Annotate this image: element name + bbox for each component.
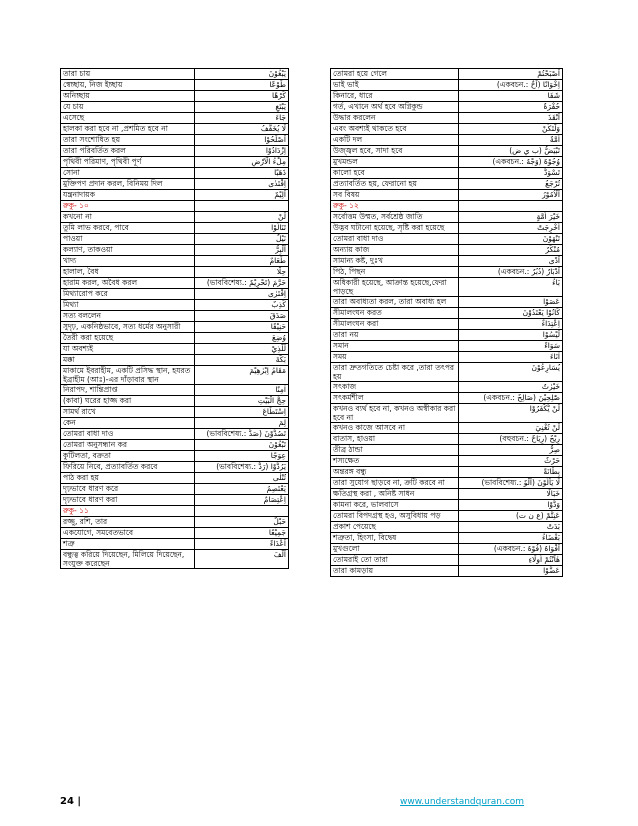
- vocabulary-row: [61, 212, 289, 223]
- vocabulary-row: [331, 330, 563, 341]
- arabic-word: اَصْبَحْتُمْ: [459, 69, 563, 80]
- bangla-meaning: সর্বোত্তম উম্মত, সর্বশ্রেষ্ঠ জাতি: [331, 212, 459, 223]
- bangla-meaning: স্বেচ্ছায়, নিজ ইচ্ছায়: [61, 80, 195, 91]
- arabic-word: اِعْتِدَاءٌ: [459, 319, 563, 330]
- vocabulary-row: [331, 404, 563, 423]
- vocabulary-row: [61, 190, 289, 201]
- arabic-word: اُمَّةٌ: [459, 135, 563, 146]
- arabic-word: تَسْوَدُّ: [459, 168, 563, 179]
- arabic-word: اَفْوَاهٌ (فُوْهٌ :.একবচন): [459, 544, 563, 555]
- vocabulary-row: [61, 429, 289, 440]
- vocabulary-row: [331, 297, 563, 308]
- bangla-meaning: তারা দ্রুতগতিতে চেষ্টা করে ,তারা তৎপর হয়: [331, 363, 459, 382]
- bangla-meaning: কখনও কাজে আসবে না: [331, 423, 459, 434]
- vocabulary-row: [331, 69, 563, 80]
- vocabulary-row: [61, 418, 289, 429]
- bangla-meaning: সময়: [331, 352, 459, 363]
- bangla-meaning: সুদৃঢ়, একনিষ্ঠভাবে, সত্য ধর্মের অনুসারী: [61, 322, 195, 333]
- arabic-word: بِطَانَةً: [459, 467, 563, 478]
- section-heading-row: [61, 201, 289, 212]
- bangla-meaning: হালকা করা হবে না ,প্রশমিত হবে না: [61, 124, 195, 135]
- arabic-word: تُتْلٰى: [195, 473, 289, 484]
- vocabulary-row: [61, 550, 289, 569]
- arabic-word: اَلْاُمُوْرُ: [459, 190, 563, 201]
- vocabulary-table-right: [330, 68, 563, 577]
- arabic-word: اَلَّفَ: [195, 550, 289, 569]
- bangla-meaning: শত্রু: [61, 539, 195, 550]
- vocabulary-row: [331, 500, 563, 511]
- vocabulary-row: [331, 135, 563, 146]
- arabic-word: [195, 201, 289, 212]
- vocabulary-row: [61, 517, 289, 528]
- bangla-meaning: বাতাস, হাওয়া: [331, 434, 459, 445]
- bangla-meaning: মুখমন্ডল: [331, 157, 459, 168]
- bangla-meaning: তৈরী করা হয়েছে: [61, 333, 195, 344]
- bangla-meaning: শত্রুতা, হিংসা, বিদ্বেষ: [331, 533, 459, 544]
- vocabulary-row: [61, 69, 289, 80]
- arabic-word: وَلْتَكُنْ: [459, 124, 563, 135]
- arabic-word: حُفْرَةٌ: [459, 102, 563, 113]
- vocabulary-row: [331, 91, 563, 102]
- arabic-word: اَدْبَارٌ (دُبُرٌ :.একবচন): [459, 267, 563, 278]
- vocabulary-row: [61, 344, 289, 355]
- arabic-word: ذَهَبًا: [195, 168, 289, 179]
- arabic-word: بَغْضَاءُ: [459, 533, 563, 544]
- bangla-meaning: তারা পরিবর্তিত করল: [61, 146, 195, 157]
- arabic-word: طَعَامٌ: [195, 256, 289, 267]
- vocabulary-row: [61, 484, 289, 495]
- bangla-meaning: কখনো না: [61, 212, 195, 223]
- arabic-word: وَدُّوْا: [459, 500, 563, 511]
- arabic-word: طَوْعًا: [195, 80, 289, 91]
- vocabulary-row: [61, 102, 289, 113]
- vocabulary-row: [331, 157, 563, 168]
- arabic-word: جَاءَ: [195, 113, 289, 124]
- arabic-word: عَضُّوْا: [459, 566, 563, 577]
- vocabulary-row: [61, 385, 289, 396]
- vocabulary-row: [331, 124, 563, 135]
- vocabulary-row: [331, 478, 563, 489]
- bangla-meaning: যে চায়: [61, 102, 195, 113]
- arabic-word: اِعْتِصَامٌ: [195, 495, 289, 506]
- bangla-meaning: সামর্থ রাখে: [61, 407, 195, 418]
- arabic-word: لَيْسُوْا: [459, 330, 563, 341]
- arabic-word: بَكَّةَ: [195, 355, 289, 366]
- vocabulary-row: [61, 135, 289, 146]
- vocabulary-row: [61, 278, 289, 289]
- arabic-word: تَبْغُوْنَ: [195, 440, 289, 451]
- arabic-word: صَدَقَ: [195, 311, 289, 322]
- bangla-meaning: ক্ষতিগ্রস্থ করা , অনিষ্ট সাধন: [331, 489, 459, 500]
- vocabulary-row: [331, 223, 563, 234]
- bangla-meaning: পৃথিবী পরিমাণ, পৃথিবী পূর্ণ: [61, 157, 195, 168]
- bangla-meaning: এবং অবশ্যই থাকতে হবে: [331, 124, 459, 135]
- arabic-word: لَا يُخَفَّفُ: [195, 124, 289, 135]
- vocabulary-row: [331, 80, 563, 91]
- arabic-word: تَنْهَوْنَ: [459, 234, 563, 245]
- vocabulary-row: [331, 256, 563, 267]
- website-link[interactable]: www.understandquran.com: [400, 797, 525, 807]
- bangla-meaning: তীব্র ঠান্ডা: [331, 445, 459, 456]
- bangla-meaning: তারা নয়: [331, 330, 459, 341]
- arabic-word: تَنَالُوْا: [195, 223, 289, 234]
- section-heading-row: [61, 506, 289, 517]
- arabic-word: يُسَارِعُوْنَ: [459, 363, 563, 382]
- arabic-word: لَلَّذِيْ: [195, 344, 289, 355]
- vocabulary-row: [331, 533, 563, 544]
- vocabulary-row: [331, 168, 563, 179]
- bangla-meaning: সত্য বললেন: [61, 311, 195, 322]
- arabic-word: مُنْكَرٌ: [459, 245, 563, 256]
- bangla-meaning: কুটিলতা, বক্রতা: [61, 451, 195, 462]
- arabic-word: يَبْتَغِ: [195, 102, 289, 113]
- bangla-meaning: হালাল, বৈধ: [61, 267, 195, 278]
- arabic-word: اَذًى: [459, 256, 563, 267]
- vocabulary-row: [61, 440, 289, 451]
- vocabulary-table-left: [60, 68, 289, 569]
- vocabulary-row: [331, 511, 563, 522]
- vocabulary-row: [61, 396, 289, 407]
- bangla-meaning: মুক্তিপণ প্রদান করল, বিনিময় দিল: [61, 179, 195, 190]
- arabic-word: نَيْلٌ: [195, 234, 289, 245]
- arabic-word: رِيْحٌ (رِيَاحٌ :.বহুবচন): [459, 434, 563, 445]
- bangla-meaning: পিঠ, পিছন: [331, 267, 459, 278]
- bangla-meaning: শস্যক্ষেত: [331, 456, 459, 467]
- vocabulary-row: [61, 451, 289, 462]
- bangla-meaning: সীমালংঘন করা: [331, 319, 459, 330]
- vocabulary-row: [61, 539, 289, 550]
- vocabulary-row: [331, 245, 563, 256]
- bangla-meaning: তুমি লাভ করবে, পাবে: [61, 223, 195, 234]
- bangla-meaning: অন্যায় কাজ: [331, 245, 459, 256]
- bangla-meaning: দৃঢ়ভাবে ধারণ করা: [61, 495, 195, 506]
- arabic-word: [195, 506, 289, 517]
- bangla-meaning: অধিকারী হয়েছে, আক্রান্ত হয়েছে,ফেরা পাড়ছে: [331, 278, 459, 297]
- vocabulary-row: [61, 289, 289, 300]
- arabic-word: كَذِبٌ: [195, 300, 289, 311]
- arabic-word: اٰنَاءَ: [459, 352, 563, 363]
- arabic-word: اِخْوَانًا (اَخٌ :.একবচন): [459, 80, 563, 91]
- vocabulary-row: [61, 80, 289, 91]
- bangla-meaning: দৃঢ়ভাবে ধারণ করে: [61, 484, 195, 495]
- vocabulary-row: [331, 423, 563, 434]
- bangla-meaning: কামনা করে, ভালবাসে: [331, 500, 459, 511]
- arabic-word: لَنْ: [195, 212, 289, 223]
- bangla-meaning: এসেছে: [61, 113, 195, 124]
- bangla-meaning: হারাম করল, অবৈধ করল: [61, 278, 195, 289]
- bangla-meaning: তোমরা হয়ে গেলে: [331, 69, 459, 80]
- vocabulary-row: [61, 473, 289, 484]
- arabic-word: اِفْتَرٰى: [195, 289, 289, 300]
- bangla-meaning: যা অবশ্যই: [61, 344, 195, 355]
- bangla-meaning: নিরাপদ, শান্তিপ্রাপ্ত: [61, 385, 195, 396]
- vocabulary-row: [331, 190, 563, 201]
- vocabulary-row: [61, 300, 289, 311]
- arabic-word: اِزْدَادُوْا: [195, 146, 289, 157]
- arabic-word: سَوَاءً: [459, 341, 563, 352]
- bangla-meaning: তারা সংশোধিত হয়: [61, 135, 195, 146]
- arabic-word: اَعْدَاءً: [195, 539, 289, 550]
- section-heading-row: [331, 201, 563, 212]
- arabic-word: صِرٌّ: [459, 445, 563, 456]
- bangla-meaning: গর্ত, এখানে অর্থ হবে অগ্নিকুন্ড: [331, 102, 459, 113]
- arabic-word: [459, 201, 563, 212]
- vocabulary-row: [331, 489, 563, 500]
- bangla-meaning: তারা চায়: [61, 69, 195, 80]
- vocabulary-row: [61, 311, 289, 322]
- bangla-meaning: মিথ্যারোপ করে: [61, 289, 195, 300]
- vocabulary-row: [61, 256, 289, 267]
- arabic-word: لَنْ يُّكْفَرُوْا: [459, 404, 563, 423]
- arabic-word: خَيْرٰتٌ: [459, 382, 563, 393]
- arabic-word: اِفْتَدٰى: [195, 179, 289, 190]
- vocabulary-row: [331, 393, 563, 404]
- vocabulary-row: [331, 113, 563, 124]
- arabic-word: اَلِيْمٌ: [195, 190, 289, 201]
- bangla-meaning: অন্তরঙ্গ বন্ধু: [331, 467, 459, 478]
- vocabulary-row: [61, 179, 289, 190]
- page-number: 24 |: [60, 796, 82, 807]
- bangla-meaning: পাওয়া: [61, 234, 195, 245]
- vocabulary-row: [61, 146, 289, 157]
- bangla-meaning: একটি দল: [331, 135, 459, 146]
- bangla-meaning: ফিরিয়ে নিবে, প্রত্যাবর্তিত করবে: [61, 462, 195, 473]
- arabic-word: يَعْتَصِمُ: [195, 484, 289, 495]
- arabic-word: حَرَّمَ (تَحْرِيْمٌ :.ভাববিশেষ্য): [195, 278, 289, 289]
- bangla-meaning: অনিচ্ছায়: [61, 91, 195, 102]
- vocabulary-row: [61, 245, 289, 256]
- arabic-word: اَنْقَذَ: [459, 113, 563, 124]
- vocabulary-row: [331, 341, 563, 352]
- arabic-word: يَبْغُوْنَ: [195, 69, 289, 80]
- bangla-meaning: সামান্য কষ্ট, দুঃখ: [331, 256, 459, 267]
- bangla-meaning: উজ্জ্বল হবে, সাদা হবে: [331, 146, 459, 157]
- bangla-meaning: পাঠ করা হয়: [61, 473, 195, 484]
- arabic-word: وُضِعَ: [195, 333, 289, 344]
- bangla-meaning: মক্কা: [61, 355, 195, 366]
- vocabulary-row: [331, 308, 563, 319]
- vocabulary-row: [61, 168, 289, 179]
- vocabulary-row: [331, 278, 563, 297]
- vocabulary-row: [331, 555, 563, 566]
- vocabulary-row: [61, 223, 289, 234]
- bangla-meaning: কখনও ব্যর্থ হবে না, কখনও অস্বীকার করা হবে না: [331, 404, 459, 423]
- vocabulary-row: [61, 113, 289, 124]
- bangla-meaning: উদ্ভব ঘটানো হয়েছে, সৃষ্টি করা হয়েছে: [331, 223, 459, 234]
- ruku-heading: রুকু- ১০: [61, 201, 195, 212]
- arabic-word: لَنْ تُغْنِيَ: [459, 423, 563, 434]
- vocabulary-row: [331, 352, 563, 363]
- bangla-meaning: মিথ্যা: [61, 300, 195, 311]
- vocabulary-row: [61, 407, 289, 418]
- bangla-meaning: (কাবা) ঘরের হাজ্জ করা: [61, 396, 195, 407]
- vocabulary-row: [331, 146, 563, 157]
- vocabulary-row: [331, 363, 563, 382]
- vocabulary-row: [331, 434, 563, 445]
- vocabulary-row: [331, 566, 563, 577]
- arabic-word: كَرْهًا: [195, 91, 289, 102]
- arabic-word: حِجُّ الْبَيْتِ: [195, 396, 289, 407]
- arabic-word: اِسْتَطَاعَ: [195, 407, 289, 418]
- bangla-meaning: যন্ত্রনাদায়ক: [61, 190, 195, 201]
- arabic-word: خَبَالًا: [459, 489, 563, 500]
- bangla-meaning: তোমরা বাধা দাও: [61, 429, 195, 440]
- bangla-meaning: রজ্জু, রশি, তার: [61, 517, 195, 528]
- vocabulary-row: [331, 382, 563, 393]
- bangla-meaning: সীমালংঘন করত: [331, 308, 459, 319]
- arabic-word: مِلْءُ الْاَرْضِ: [195, 157, 289, 168]
- bangla-meaning: বন্ধুত্ব করিয়ে দিয়েছেন, মিলিয়ে দিয়েছেন, সংযুক্ত করেছেন: [61, 550, 195, 569]
- vocabulary-row: [331, 522, 563, 533]
- bangla-meaning: ভাই ভাই: [331, 80, 459, 91]
- vocabulary-row: [331, 467, 563, 478]
- vocabulary-row: [331, 445, 563, 456]
- arabic-word: بَاءُ: [459, 278, 563, 297]
- bangla-meaning: তারা কামড়ায়: [331, 566, 459, 577]
- vocabulary-row: [61, 234, 289, 245]
- bangla-meaning: সৎকাজ: [331, 382, 459, 393]
- vocabulary-row: [331, 544, 563, 555]
- arabic-word: لَا يَأْلُوْنَ (اَلْوٌ :.ভাববিশেষ্য): [459, 478, 563, 489]
- vocabulary-row: [61, 267, 289, 278]
- vocabulary-row: [331, 179, 563, 190]
- bangla-meaning: সোনা: [61, 168, 195, 179]
- arabic-word: تَبْيَضُّ (ب ي ض): [459, 146, 563, 157]
- bangla-meaning: প্রত্যাবর্তিত হয়, ফেরানো হয়: [331, 179, 459, 190]
- vocabulary-row: [61, 157, 289, 168]
- arabic-word: حِلًّا: [195, 267, 289, 278]
- bangla-meaning: তোমরা বাধা দাও: [331, 234, 459, 245]
- vocabulary-row: [331, 267, 563, 278]
- bangla-meaning: তোমরা বিপদগ্রস্থ হও, অসুবিধায় পড়: [331, 511, 459, 522]
- bangla-meaning: কালো হবে: [331, 168, 459, 179]
- bangla-meaning: সৎকর্মশীল: [331, 393, 459, 404]
- arabic-word: كَانُوْا يَعْتَدُوْنَ: [459, 308, 563, 319]
- bangla-meaning: তোমরা অনুসন্ধান কর: [61, 440, 195, 451]
- vocabulary-row: [331, 212, 563, 223]
- arabic-word: وُجُوْهٌ (وَجْهٌ :.একবচন): [459, 157, 563, 168]
- vocabulary-row: [331, 102, 563, 113]
- arabic-word: حَنِيْفًا: [195, 322, 289, 333]
- arabic-word: اُخْرِجَتْ: [459, 223, 563, 234]
- arabic-word: حَرْثٌ: [459, 456, 563, 467]
- bangla-meaning: মাকামে ইবরাহীম, একটি প্রসিদ্ধ স্থান, হযরত ইব্রাহীম (আঃ)-এর দাঁড়াবার স্থান: [61, 366, 195, 385]
- arabic-word: عَنِتُّمْ (ع ن ت): [459, 511, 563, 522]
- vocabulary-row: [61, 124, 289, 135]
- vocabulary-row: [331, 319, 563, 330]
- arabic-word: يَرُدُّوْا (رَدٌّ :.ভাববিশেষ্য): [195, 462, 289, 473]
- bangla-meaning: কেন: [61, 418, 195, 429]
- vocabulary-row: [61, 462, 289, 473]
- arabic-word: لِمَ: [195, 418, 289, 429]
- bangla-meaning: মুখগুলো: [331, 544, 459, 555]
- ruku-heading: রুকু- ১২: [331, 201, 459, 212]
- arabic-word: اَصْلَحُوْا: [195, 135, 289, 146]
- bangla-meaning: কিনারে, ধারে: [331, 91, 459, 102]
- bangla-meaning: তারা সুযোগ ছাড়বে না, ক্রটি করবে না: [331, 478, 459, 489]
- bangla-meaning: কল্যাণ, তাকওয়া: [61, 245, 195, 256]
- vocabulary-row: [61, 528, 289, 539]
- vocabulary-row: [331, 234, 563, 245]
- arabic-word: تَصُدُّوْنَ (صَدٌّ :.ভাববিশেষ্য): [195, 429, 289, 440]
- arabic-word: جَمِيْعًا: [195, 528, 289, 539]
- vocabulary-row: [61, 495, 289, 506]
- arabic-word: اَلْبِرُّ: [195, 245, 289, 256]
- bangla-meaning: প্রকাশ পেয়েছে: [331, 522, 459, 533]
- vocabulary-row: [61, 366, 289, 385]
- vocabulary-row: [61, 91, 289, 102]
- bangla-meaning: সব বিষয়: [331, 190, 459, 201]
- arabic-word: عَصَوْا: [459, 297, 563, 308]
- arabic-word: اٰمِنًا: [195, 385, 289, 396]
- bangla-meaning: একযোগে, সমবেতভাবে: [61, 528, 195, 539]
- bangla-meaning: তারা অবাধ্যতা করল, তারা অবাধ্য হল: [331, 297, 459, 308]
- arabic-word: هٰاَنْتُمْ اُولَاءِ: [459, 555, 563, 566]
- arabic-word: بَدَتْ: [459, 522, 563, 533]
- arabic-word: مَقَامُ اِبْرٰهِيْمَ: [195, 366, 289, 385]
- arabic-word: حَبْلٌ: [195, 517, 289, 528]
- ruku-heading: রুকু- ১১: [61, 506, 195, 517]
- arabic-word: شَفَا: [459, 91, 563, 102]
- arabic-word: صّٰلِحِيْنَ (صَالِحٌ :.একবচন): [459, 393, 563, 404]
- vocabulary-row: [61, 322, 289, 333]
- arabic-word: خَيْرَ اُمَّةٍ: [459, 212, 563, 223]
- vocabulary-row: [331, 456, 563, 467]
- bangla-meaning: তোমরাই তো তারা: [331, 555, 459, 566]
- vocabulary-row: [61, 355, 289, 366]
- bangla-meaning: খাদ্য: [61, 256, 195, 267]
- bangla-meaning: সমান: [331, 341, 459, 352]
- bangla-meaning: উদ্ধার করলেন: [331, 113, 459, 124]
- arabic-word: تُرْجَعُ: [459, 179, 563, 190]
- vocabulary-row: [61, 333, 289, 344]
- arabic-word: عِوَجًا: [195, 451, 289, 462]
